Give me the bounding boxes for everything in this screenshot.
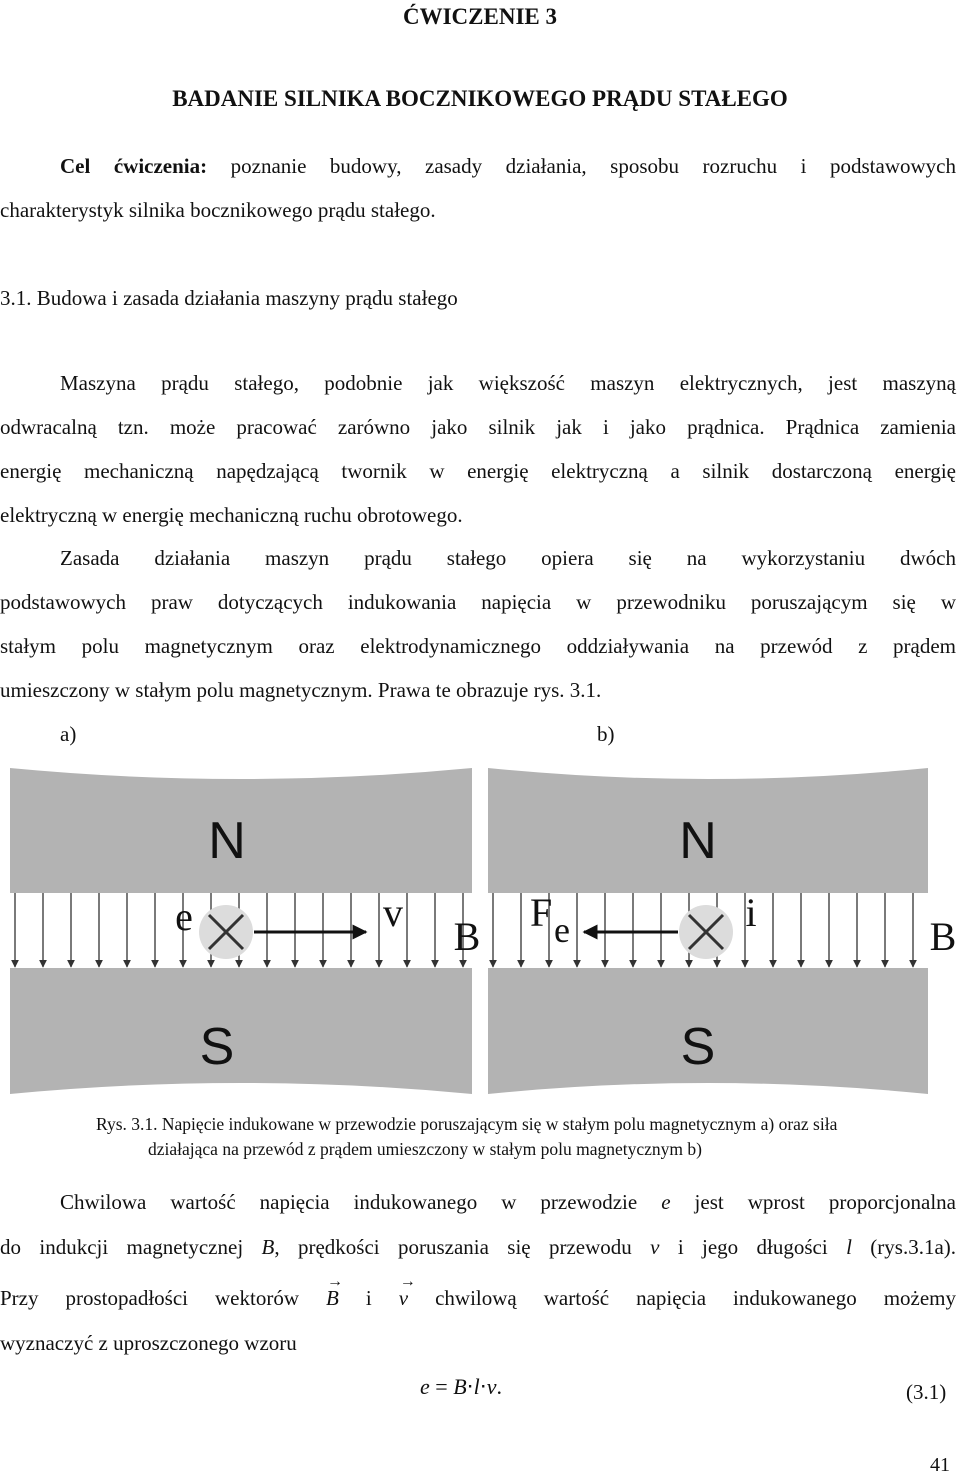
goal-line-2: charakterystyk silnika bocznikowego prądu stałego. bbox=[0, 198, 436, 222]
force-subscript: e bbox=[554, 910, 570, 950]
emf-symbol: e bbox=[175, 894, 193, 939]
conductor-into-page bbox=[199, 905, 253, 959]
equation: e = B⋅l⋅v. bbox=[420, 1374, 503, 1399]
vector-v: → v bbox=[398, 1273, 416, 1310]
force-symbol: F bbox=[530, 890, 553, 935]
pole-south-label: S bbox=[199, 1018, 235, 1076]
paragraph3-line-1: Chwilowa wartość napięcia indukowanego w przewodzie e jest wprost proporcjonalna bbox=[60, 1190, 956, 1214]
figure-label-b: b) bbox=[597, 722, 615, 746]
paragraph2-line: stałym polu magnetycznym oraz elektrodynamicznego oddziaływania na przewód z prądem bbox=[0, 634, 956, 658]
current-symbol: i bbox=[745, 890, 757, 935]
exercise-number: ĆWICZENIE 3 bbox=[402, 4, 557, 29]
paragraph1-line: Maszyna prądu stałego, podobnie jak większość maszyn elektrycznych, jest maszyną bbox=[60, 371, 956, 395]
paragraph2-line: Zasada działania maszyn prądu stałego opiera się na wykorzystaniu dwóch bbox=[60, 546, 956, 570]
figure-b-diagram bbox=[488, 768, 958, 1094]
equation-number: (3.1) bbox=[906, 1380, 947, 1404]
field-symbol: B bbox=[453, 914, 481, 959]
paragraph2-line: umieszczony w stałym polu magnetycznym. Prawa te obrazuje rys. 3.1. bbox=[0, 678, 602, 702]
figure-a-diagram bbox=[10, 768, 481, 1094]
paragraph1-line: odwracalną tzn. może pracować zarówno jako silnik jak i jako prądnica. Prądnica zamienia bbox=[0, 415, 956, 439]
figure-label-a: a) bbox=[60, 722, 77, 746]
velocity-symbol: v bbox=[383, 890, 403, 935]
field-symbol: B bbox=[929, 914, 957, 959]
page-title: BADANIE SILNIKA BOCZNIKOWEGO PRĄDU STAŁEGO bbox=[172, 86, 788, 111]
figure-caption-line-1: Rys. 3.1. Napięcie indukowane w przewodzie poruszającym się w stałym polu magnetycznym a) oraz siła bbox=[96, 1114, 838, 1134]
paragraph1-line: energię mechaniczną napędzającą twornik w energię elektryczną a silnik dostarczoną energię bbox=[0, 459, 956, 483]
section-title: 3.1. Budowa i zasada działania maszyny prądu stałego bbox=[0, 286, 458, 310]
pole-north-label: N bbox=[208, 812, 246, 870]
conductor-into-page bbox=[679, 905, 733, 959]
pole-north-label: N bbox=[679, 812, 717, 870]
pole-south-shape bbox=[10, 968, 472, 1094]
paragraph2-line: podstawowych praw dotyczących indukowania napięcia w przewodniku poruszającym się w bbox=[0, 590, 956, 614]
paragraph3-line-3: Przy prostopadłości wektorów → B i → v chwilową wartość napięcia indukowanego możemy bbox=[0, 1273, 957, 1310]
figure-caption-line-2: działająca na przewód z prądem umieszczony w stałym polu magnetycznym b) bbox=[148, 1139, 702, 1159]
paragraph3-line-4: wyznaczyć z uproszczonego wzoru bbox=[0, 1331, 297, 1355]
vector-B: → B bbox=[326, 1273, 344, 1310]
pole-south-label: S bbox=[680, 1018, 716, 1076]
paragraph3-line-2: do indukcji magnetycznej B, prędkości poruszania się przewodu v i jego długości l (rys.3.1a). bbox=[0, 1235, 957, 1259]
paragraph1-line: elektryczną w energię mechaniczną ruchu obrotowego. bbox=[0, 503, 463, 527]
page-number: 41 bbox=[930, 1454, 950, 1476]
goal-line-1: Cel ćwiczenia: poznanie budowy, zasady działania, sposobu rozruchu i podstawowych bbox=[60, 154, 956, 178]
goal-label: Cel ćwiczenia: bbox=[60, 154, 208, 178]
